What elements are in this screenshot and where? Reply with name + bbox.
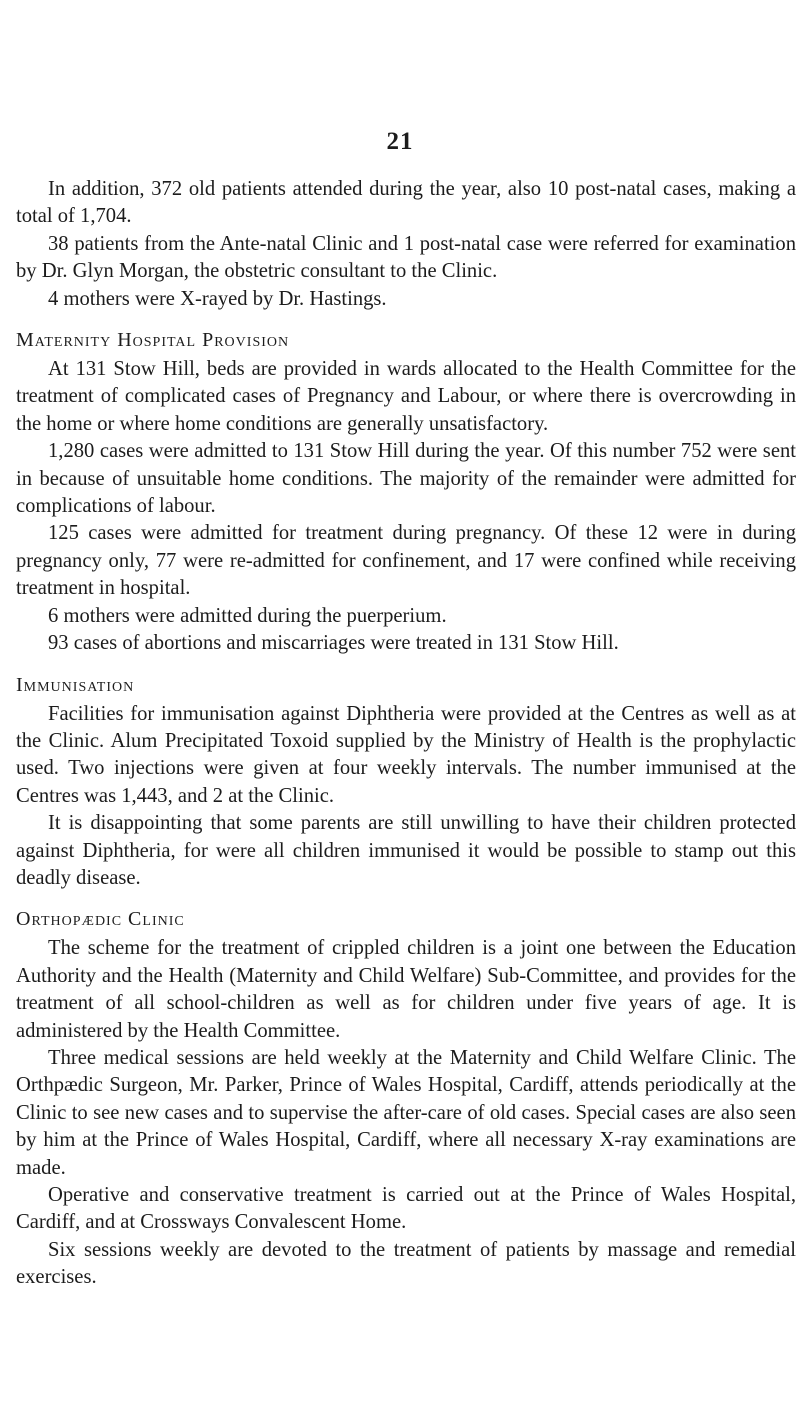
page-body [16,176,796,1292]
paragraph: At 131 Stow Hill, beds are provided in wards allocated to the Health Committee for the treatment of complicated cases of Pregnancy and Labour, or where there is overcrowding in the home or where home conditions are generally unsatisfactory. [16,358,796,435]
paragraph: Facilities for immunisation against Diphtheria were provided at the Centres as well as at the Clinic. Alum Precipitated Toxoid supplied by the Ministry of Health is the prophylactic used. Two injections were given at four weekly intervals. The number immunised at the Centres was 1,443, and 2 at the Clinic. [16,702,796,807]
paragraph: 4 mothers were X-rayed by Dr. Hastings. [48,287,387,310]
paragraph: 6 mothers were admitted during the puerperium. [48,604,447,627]
paragraph: Six sessions weekly are devoted to the treatment of patients by massage and remedial exercises. [16,1238,796,1289]
paragraph: 125 cases were admitted for treatment during pregnancy. Of these 12 were in during pregnancy only, 77 were re-admitted for confinement, and 17 were confined while receiving treatment in hospital. [16,522,796,600]
paragraph: The scheme for the treatment of crippled children is a joint one between the Education Authority and the Health (Maternity and Child Welfare) Sub-Committee, and provides for the treatment of all school-children as well as for children under five years of age. It is administered by the Health Committee. [16,937,796,1042]
section-heading-orthopaedic: Orthopædic Clinic [16,908,185,931]
section-heading-maternity: Maternity Hospital Provision [16,329,290,352]
paragraph: Operative and conservative treatment is carried out at the Prince of Wales Hospital, Cardiff, and at Crossways Convalescent Home. [16,1184,796,1234]
paragraph: 93 cases of abortions and miscarriages were treated in 131 Stow Hill. [48,632,619,655]
paragraph: In addition, 372 old patients attended during the year, also 10 post-natal cases, making a total of 1,704. [16,178,796,228]
section-heading-immunisation: Immunisation [16,673,135,696]
paragraph: Three medical sessions are held weekly at the Maternity and Child Welfare Clinic. The Orthpædic Surgeon, Mr. Parker, Prince of Wales Hospital, Cardiff, attends periodically at the Clinic to see new cases and to supervise the after-care of old cases. Special cases are also seen by him at the Prince of Wales Hospital, Cardiff, where all necessary X-ray examinations are made. [16,1046,796,1179]
paragraph: It is disappointing that some parents are still unwilling to have their children protected against Diphtheria, for were all children immunised it would be possible to stamp out this deadly disease. [16,812,796,889]
page-number: 21 [386,128,414,155]
paragraph: 1,280 cases were admitted to 131 Stow Hill during the year. Of this number 752 were sent in because of unsuitable home conditions. The majority of the remainder were admitted for complications of labour. [16,440,796,518]
paragraph: 38 patients from the Ante-natal Clinic and 1 post-natal case were referred for examination by Dr. Glyn Morgan, the obstetric consultant to the Clinic. [16,232,796,283]
